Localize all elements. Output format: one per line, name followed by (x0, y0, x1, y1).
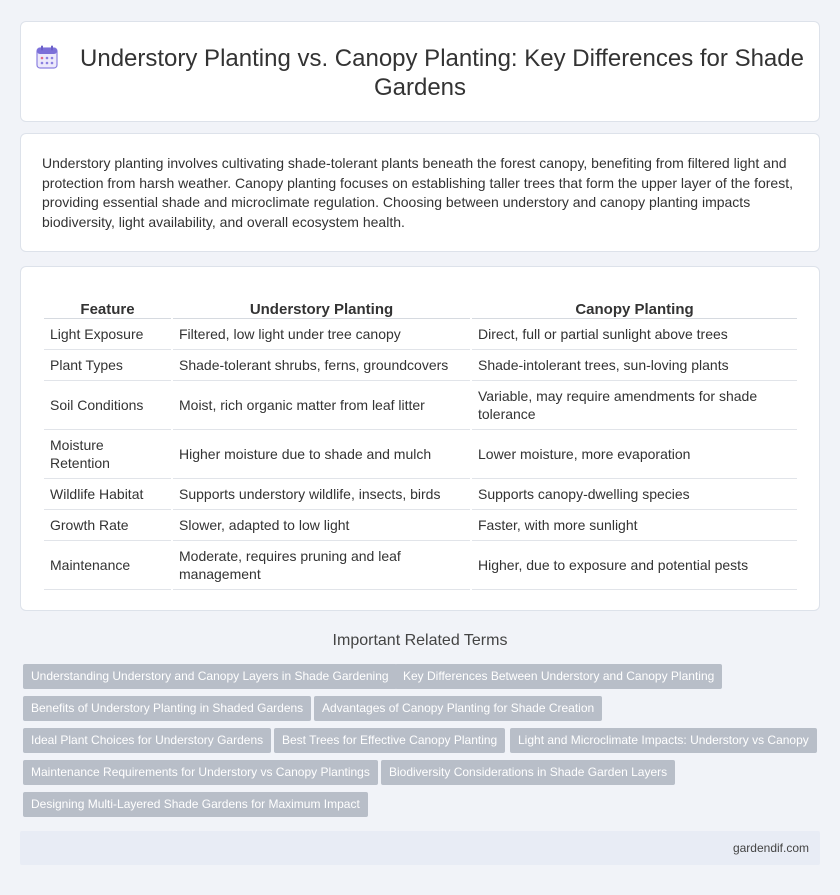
related-term-tag[interactable]: Benefits of Understory Planting in Shaded Gardens (23, 696, 311, 721)
table-cell: Moisture Retention (44, 430, 171, 479)
table-cell: Shade-intolerant trees, sun-loving plants (472, 350, 797, 381)
table-cell: Shade-tolerant shrubs, ferns, groundcovers (173, 350, 470, 381)
comparison-table-card (20, 266, 820, 611)
table-row (44, 430, 797, 479)
table-cell: Direct, full or partial sunlight above trees (472, 319, 797, 350)
table-cell: Light Exposure (44, 319, 171, 350)
header-canopy: Canopy Planting (472, 296, 797, 319)
related-term-tag[interactable]: Biodiversity Considerations in Shade Garden Layers (381, 760, 675, 785)
table-cell: Growth Rate (44, 510, 171, 541)
comparison-table (42, 296, 799, 590)
calendar-icon (36, 45, 58, 69)
footer-site-link[interactable]: gardendif.com (732, 841, 809, 855)
intro-paragraph: Understory planting involves cultivating shade-tolerant plants beneath the forest canopy, benefiting from filtered light and protection from harsh weather. Canopy planting focuses on establishing taller trees that form the upper layer of the forest, providing essential shade and microclimate regulation. Choosing between understory and canopy planting impacts biodiversity, light availability, and overall ecosystem health. (42, 155, 793, 230)
table-cell: Supports canopy-dwelling species (472, 479, 797, 510)
table-cell: Wildlife Habitat (44, 479, 171, 510)
table-cell: Plant Types (44, 350, 171, 381)
intro-card (20, 133, 820, 252)
table-cell: Higher, due to exposure and potential pests (472, 541, 797, 590)
related-term-tag[interactable]: Key Differences Between Understory and Canopy Planting (395, 664, 722, 689)
table-cell: Higher moisture due to shade and mulch (173, 430, 470, 479)
related-term-tag[interactable]: Maintenance Requirements for Understory vs Canopy Plantings (23, 760, 378, 785)
table-cell: Moist, rich organic matter from leaf litter (173, 381, 470, 430)
table-cell: Supports understory wildlife, insects, birds (173, 479, 470, 510)
table-row (44, 510, 797, 541)
page-title: Understory Planting vs. Canopy Planting: Key Differences for Shade Gardens (80, 45, 804, 101)
table-cell: Lower moisture, more evaporation (472, 430, 797, 479)
related-term-tag[interactable]: Best Trees for Effective Canopy Planting (274, 728, 505, 753)
related-term-tag[interactable]: Understanding Understory and Canopy Layers in Shade Gardening (23, 664, 397, 689)
table-row (44, 319, 797, 350)
table-cell: Faster, with more sunlight (472, 510, 797, 541)
table-row (44, 541, 797, 590)
table-cell: Moderate, requires pruning and leaf management (173, 541, 470, 590)
table-row (44, 479, 797, 510)
footer (20, 831, 820, 865)
table-cell: Variable, may require amendments for shade tolerance (472, 381, 797, 430)
table-cell: Soil Conditions (44, 381, 171, 430)
related-term-tag[interactable]: Advantages of Canopy Planting for Shade Creation (314, 696, 602, 721)
table-row (44, 381, 797, 430)
table-header-row (44, 296, 797, 319)
title-card (20, 21, 820, 122)
related-term-tag[interactable]: Designing Multi-Layered Shade Gardens for Maximum Impact (23, 792, 368, 817)
table-cell: Slower, adapted to low light (173, 510, 470, 541)
related-terms-heading: Important Related Terms (332, 632, 508, 649)
related-term-tag[interactable]: Ideal Plant Choices for Understory Gardens (23, 728, 271, 753)
table-cell: Maintenance (44, 541, 171, 590)
related-term-tag[interactable]: Light and Microclimate Impacts: Understory vs Canopy (510, 728, 817, 753)
header-feature: Feature (44, 296, 171, 319)
table-row (44, 350, 797, 381)
table-cell: Filtered, low light under tree canopy (173, 319, 470, 350)
header-understory: Understory Planting (173, 296, 470, 319)
